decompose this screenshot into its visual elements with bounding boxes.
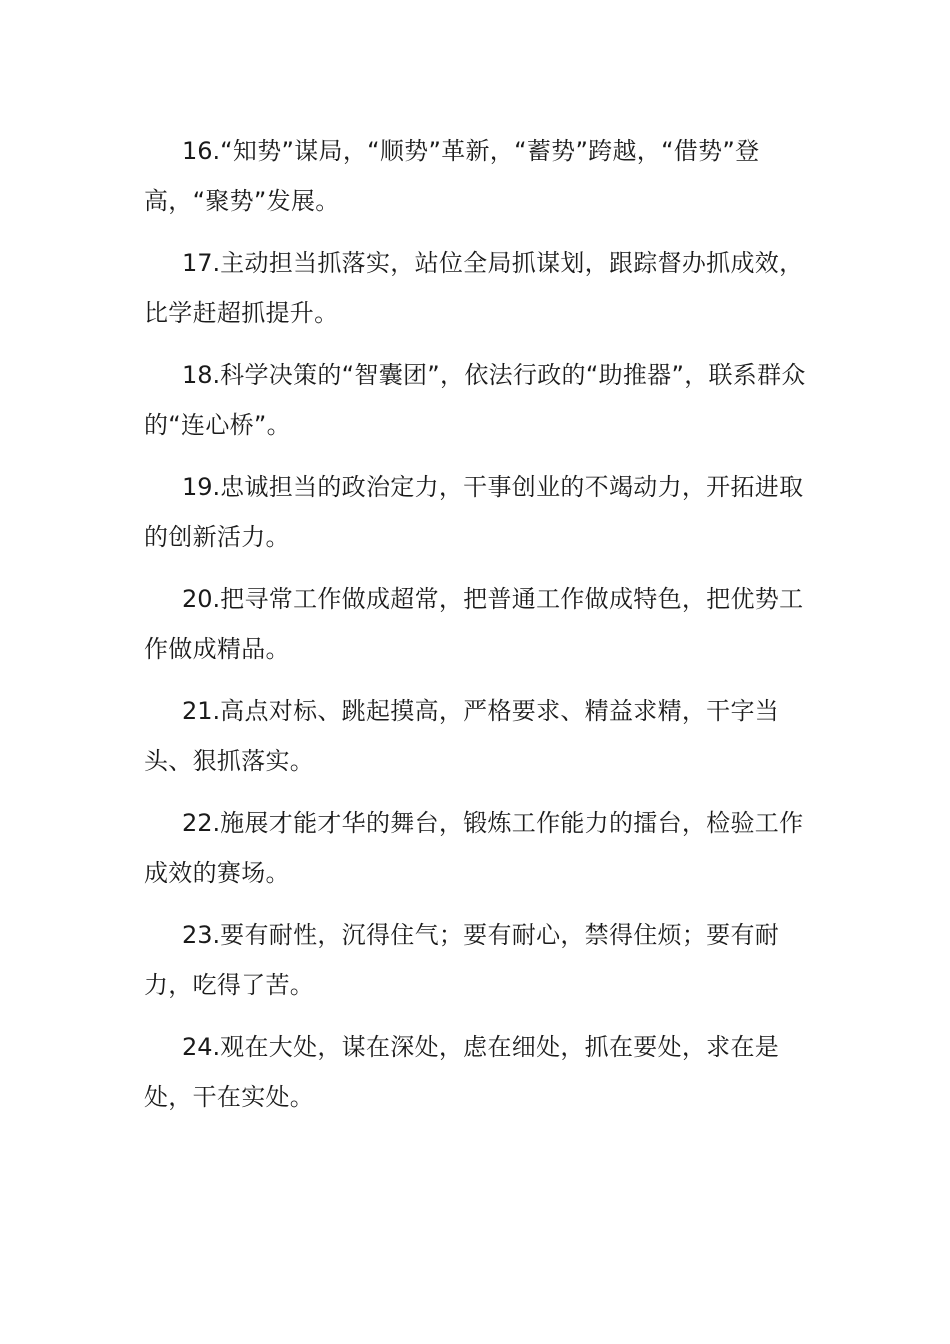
paragraph-text: 把寻常工作做成超常，把普通工作做成特色，把优势工作做成精品。: [144, 585, 804, 663]
paragraph-21: [144, 686, 808, 786]
paragraph-text: 高点对标、跳起摸高，严格要求、精益求精，干字当头、狠抓落实。: [144, 697, 780, 775]
paragraph-number: 24.: [182, 1033, 221, 1061]
paragraph-text: 科学决策的“智囊团”，依法行政的“助推器”，联系群众的“连心桥”。: [144, 361, 806, 439]
paragraph-number: 20.: [182, 585, 221, 613]
document-body: [144, 126, 808, 1134]
paragraph-number: 19.: [182, 473, 221, 501]
paragraph-number: 22.: [182, 809, 221, 837]
paragraph-number: 18.: [182, 361, 221, 389]
paragraph-23: [144, 910, 808, 1010]
paragraph-number: 16.: [182, 137, 221, 165]
paragraph-text: 观在大处，谋在深处，虑在细处，抓在要处，求在是处，干在实处。: [144, 1033, 780, 1111]
paragraph-number: 17.: [182, 249, 221, 277]
paragraph-22: [144, 798, 808, 898]
paragraph-18: [144, 350, 808, 450]
paragraph-19: [144, 462, 808, 562]
paragraph-text: 要有耐性，沉得住气；要有耐心，禁得住烦；要有耐力，吃得了苦。: [144, 921, 780, 999]
paragraph-number: 21.: [182, 697, 221, 725]
paragraph-20: [144, 574, 808, 674]
paragraph-24: [144, 1022, 808, 1122]
paragraph-text: 施展才能才华的舞台，锻炼工作能力的擂台，检验工作成效的赛场。: [144, 809, 804, 887]
paragraph-16: [144, 126, 808, 226]
paragraph-text: 主动担当抓落实，站位全局抓谋划，跟踪督办抓成效，比学赶超抓提升。: [144, 249, 804, 327]
paragraph-text: 忠诚担当的政治定力，干事创业的不竭动力，开拓进取的创新活力。: [144, 473, 804, 551]
paragraph-text: “知势”谋局，“顺势”革新，“蓄势”跨越，“借势”登高，“聚势”发展。: [144, 137, 760, 215]
paragraph-17: [144, 238, 808, 338]
paragraph-number: 23.: [182, 921, 221, 949]
